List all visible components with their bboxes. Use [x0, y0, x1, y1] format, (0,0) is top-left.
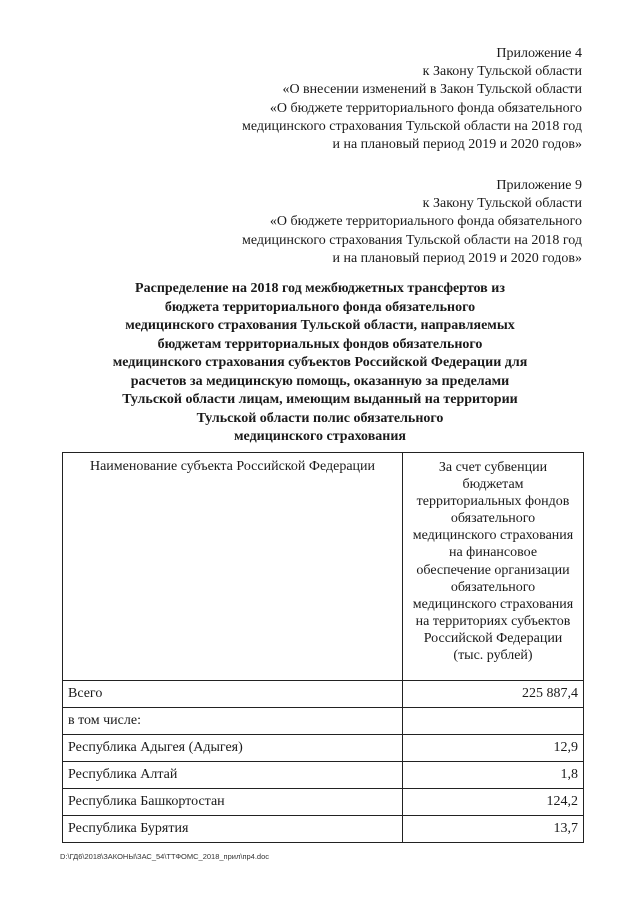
table-row — [63, 789, 584, 816]
header-value-line: За счет субвенции — [438, 460, 548, 475]
appendix-line: Приложение 9 — [496, 178, 582, 193]
appendix-line: к Закону Тульской области — [422, 196, 582, 212]
table-row — [63, 708, 584, 735]
row-name: в том числе: — [63, 708, 403, 735]
appendix-4-caption — [242, 45, 582, 154]
table-row — [63, 681, 584, 708]
document-title — [80, 280, 560, 447]
title-line: Распределение на 2018 год межбюджетных трансфертов из — [135, 281, 505, 296]
header-value-line: бюджетам — [462, 477, 524, 493]
row-name: Республика Алтай — [63, 762, 403, 789]
header-value-cell — [403, 453, 584, 681]
appendix-line: «О бюджете территориального фонда обязательного — [269, 100, 582, 116]
row-value: 12,9 — [403, 735, 584, 762]
header-value-line: обязательного — [450, 511, 536, 527]
appendix-line: «О бюджете территориального фонда обязательного — [269, 214, 582, 230]
row-name: Республика Адыгея (Адыгея) — [63, 735, 403, 762]
header-value-line: медицинского страхования — [412, 528, 574, 544]
appendix-line: к Закону Тульской области — [422, 64, 582, 80]
header-value-line: Российской Федерации — [423, 630, 563, 646]
title-line: бюджета территориального фонда обязательного — [164, 299, 476, 315]
row-value: 13,7 — [403, 816, 584, 843]
table-row — [63, 762, 584, 789]
title-line: медицинского страхования Тульской области, направляемых — [125, 318, 515, 333]
table-row — [63, 735, 584, 762]
title-line: медицинского страхования — [234, 429, 406, 444]
title-line: Тульской области полис обязательного — [196, 410, 444, 426]
transfers-table — [62, 452, 584, 843]
row-name: Всего — [63, 681, 403, 708]
title-line: Тульской области лицам, имеющим выданный на территории — [122, 392, 518, 407]
title-line: медицинского страхования субъектов Российской Федерации для — [112, 355, 528, 370]
appendix-line: «О внесении изменений в Закон Тульской области — [282, 82, 582, 98]
header-name-cell: Наименование субъекта Российской Федерации — [63, 453, 403, 681]
header-value-line: (тыс. рублей) — [453, 648, 533, 664]
table-row — [63, 816, 584, 843]
file-path-footer: D:\ГД6\2018\ЗАКОНЫ\ЗАС_54\ТТФОМС_2018_прил\пр4.doc — [60, 852, 270, 861]
header-value-line: медицинского страхования — [412, 596, 574, 612]
title-line: бюджетам территориальных фондов обязательного — [157, 336, 483, 352]
row-name: Республика Башкортостан — [63, 789, 403, 816]
table-header-row — [63, 453, 584, 681]
appendix-line: медицинского страхования Тульской области на 2018 год — [242, 232, 582, 248]
row-value: 225 887,4 — [403, 681, 584, 708]
header-value-line: обеспечение организации — [416, 562, 570, 578]
row-value — [403, 708, 584, 735]
row-value: 124,2 — [403, 789, 584, 816]
header-value-line: обязательного — [450, 579, 536, 595]
appendix-line: медицинского страхования Тульской области на 2018 год — [242, 118, 582, 134]
appendix-line: и на плановый период 2019 и 2020 годов» — [332, 137, 582, 153]
header-value-line: на финансовое — [448, 545, 538, 561]
header-value-line: на территориях субъектов — [415, 613, 571, 629]
appendix-9-caption — [242, 177, 582, 268]
row-name: Республика Бурятия — [63, 816, 403, 843]
appendix-line: и на плановый период 2019 и 2020 годов» — [332, 250, 582, 266]
appendix-line: Приложение 4 — [496, 46, 582, 61]
title-line: расчетов за медицинскую помощь, оказанную за пределами — [130, 373, 510, 389]
row-value: 1,8 — [403, 762, 584, 789]
header-value-line: территориальных фондов — [416, 494, 570, 510]
